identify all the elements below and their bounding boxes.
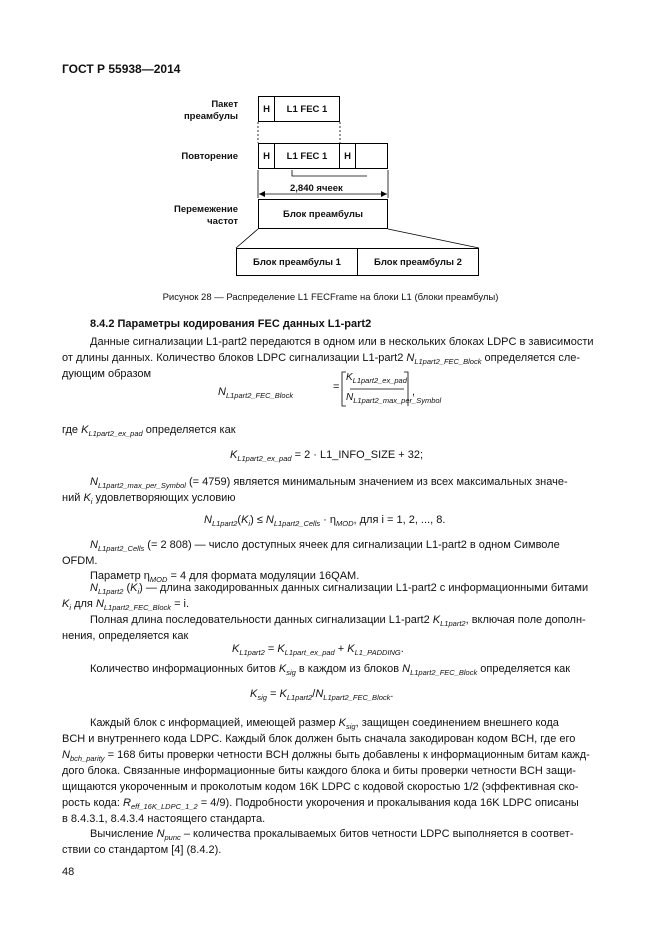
section-title: 8.4.2 Параметры кодирования FEC данных L1-part2 <box>90 318 372 330</box>
h-block: H <box>258 96 275 122</box>
equation-1-num: $K_{L1part2\_ex\_pad}$ <box>346 372 407 385</box>
equation-4: $K_{L1part2} = K_{L1part\_ex\_pad} + K_{L1\_PADDING}$. <box>232 643 404 658</box>
text-line: ний $K_i$ удовлетворяющих условию <box>62 492 236 507</box>
text-line: ствии со стандартом [4] (8.4.2). <box>62 844 222 856</box>
text-line: дого блока. Связанные информационные биты каждого блока и биты проверки четности BCH защи- <box>62 765 576 777</box>
text-line: Количество информационных битов $K_{sig}$ в каждом из блоков $N_{L1part2\_FEC\_Block}$ определяется как <box>90 663 571 678</box>
text-line: рость кода: $R_{eff\_16K\_LDPC\_1\_2} = 4/9$). Подробности укорочения и прокалывания кода 16K LDPC описаны <box>62 797 579 812</box>
equation-3: $N_{L1part2}(K_i) \le N_{L1part2\_Cells} \cdot \eta_{MOD}$, для i = 1, 2, ..., 8. <box>204 514 446 529</box>
fec-block: L1 FEC 1 <box>274 143 340 169</box>
h-block: H <box>339 143 356 169</box>
equation-1-eq: = <box>333 381 340 393</box>
text-line: $N_{L1part2\_Cells}$ (= 2 808) — число доступных ячеек для сигнализации L1-part2 в одном Символе <box>90 539 560 554</box>
page-number: 48 <box>62 866 75 878</box>
text-line: нения, определяется как <box>62 630 189 642</box>
text-line: Вычисление $N_{punc}$ – количества прокалываемых битов четности LDPC выполняется в соответ- <box>90 828 574 843</box>
text-line: $K_i$ для $N_{L1part2\_FEC\_Block} = i$. <box>62 598 190 613</box>
text-line: $N_{L1part2\_max\_per\_Symbol}$ (= 4759) является минимальным значением из всех максимальных значе- <box>90 476 568 491</box>
cells-label: 2,840 ячеек <box>290 183 343 194</box>
equation-5: $K_{sig} = K_{L1part2}/N_{L1part2\_FEC\_Block}$. <box>250 688 394 703</box>
text-line: Каждый блок с информацией, имеющей размер $K_{sig}$, защищен соединением внешнего кода <box>90 717 559 732</box>
text-line: в 8.4.3.1, 8.4.3.4 настоящего стандарта. <box>62 813 266 825</box>
text-line: где $K_{L1part2\_ex\_pad}$ определяется как <box>62 424 236 439</box>
text-line: OFDM. <box>62 555 98 567</box>
document-header: ГОСТ Р 55938—2014 <box>62 62 181 76</box>
text-line: дующим образом <box>62 368 152 380</box>
figure-caption: Рисунок 28 — Распределение L1 FECFrame на блоки L1 (блоки преамбулы) <box>162 292 499 303</box>
equation-1: $N_{L1part2\_FEC\_Block}$ <box>218 386 294 401</box>
preamble-block-2: Блок преамбулы 2 <box>357 248 479 276</box>
text-line: $N_{L1part2}$ $(K_i)$ — длина закодированных данных сигнализации L1-part2 с информационными битами <box>90 582 589 597</box>
preamble-block-1: Блок преамбулы 1 <box>236 248 358 276</box>
label-repetition: Повторение <box>181 151 238 162</box>
label-interleaving: Перемежение частот <box>173 204 238 227</box>
label-packet: Пакет преамбулы <box>183 99 238 122</box>
equation-1-den: $N_{L1part2\_max\_per\_Symbol}$ <box>346 392 442 405</box>
text-line: от длины данных. Количество блоков LDPC сигнализации L1-part2 $N_{L1part2\_FEC\_Block}$ определяется сле- <box>62 352 581 367</box>
text-line: щищаются укороченным и проколотым кодом 16K LDPC с кодовой скоростью 1/2 (эффективная ско- <box>62 781 579 793</box>
equation-2: $K_{L1part2\_ex\_pad} = 2$ · L1_INFO_SIZE + 32; <box>230 449 424 464</box>
text-line: BCH и внутреннего кода LDPC. Каждый блок должен быть сначала закодирован кодом BCH, где его <box>62 733 576 745</box>
preamble-block: Блок преамбулы <box>258 199 388 229</box>
h-block: H <box>258 143 275 169</box>
text-line: Полная длина последовательности данных сигнализации L1-part2 $K_{L1part2}$, включая поле дополн- <box>90 614 586 629</box>
text-line: Данные сигнализации L1-part2 передаются в одном или в нескольких блоках LDPC в зависимости <box>90 336 594 348</box>
text-line: Параметр $\eta_{MOD} = 4$ для формата модуляции 16QAM. <box>90 570 360 585</box>
text-line: $N_{bch\_parity} = 168$ биты проверки четности BCH должны быть добавлены к информационным битам кажд- <box>62 749 590 764</box>
fec-block: L1 FEC 1 <box>274 96 340 122</box>
